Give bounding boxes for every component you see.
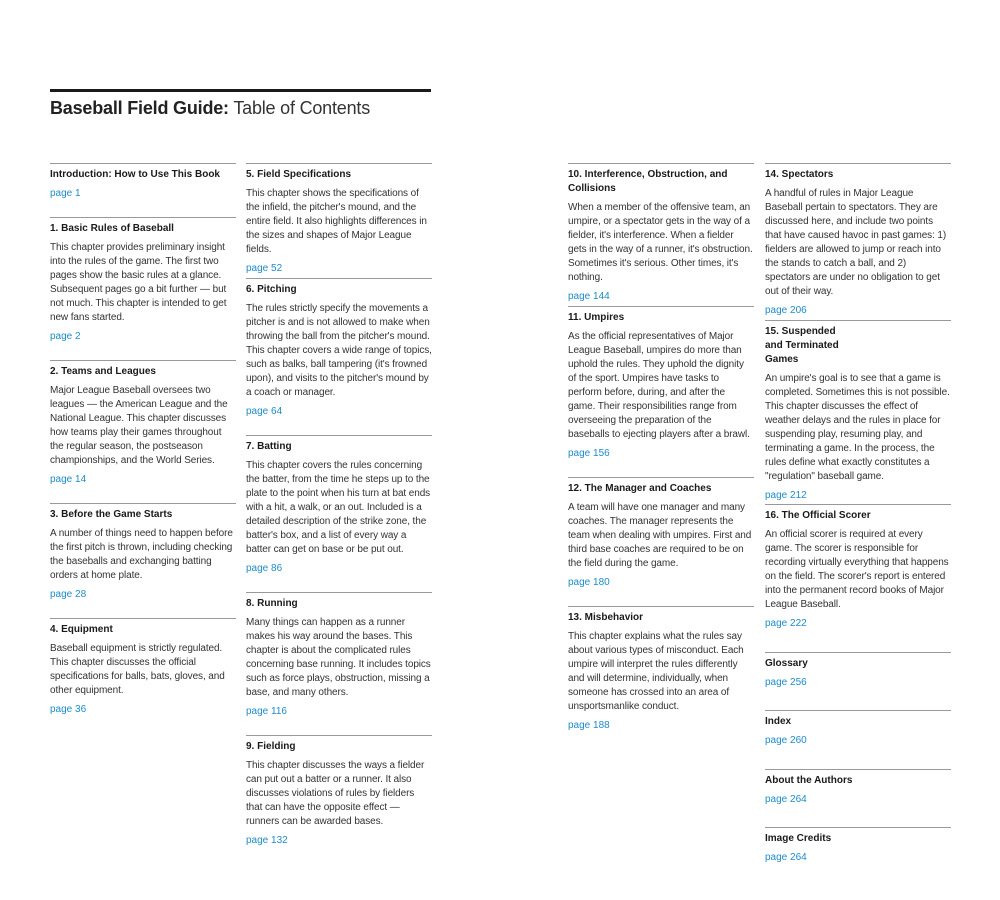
toc-entry bbox=[50, 163, 236, 201]
page-title bbox=[50, 98, 370, 119]
toc-entry bbox=[246, 163, 432, 276]
page-link[interactable]: page 86 bbox=[246, 563, 283, 574]
toc-entry bbox=[246, 278, 432, 419]
toc-entry bbox=[765, 710, 951, 748]
toc-heading: 11. Umpires bbox=[568, 312, 625, 323]
page-link[interactable]: page 1 bbox=[50, 188, 81, 199]
page-link[interactable]: page 64 bbox=[246, 406, 283, 417]
toc-heading: 9. Fielding bbox=[246, 741, 296, 752]
page-link[interactable]: page 2 bbox=[50, 331, 81, 342]
toc-description: Baseball equipment is strictly regulated. This chapter discusses the official specifications for balls, bats, gloves, and other equipment. bbox=[50, 643, 225, 696]
page-link[interactable]: page 180 bbox=[568, 577, 610, 588]
toc-entry bbox=[50, 618, 236, 717]
toc-description: This chapter covers the rules concerning the batter, from the time he steps up to the plate to the point when his turn at bat ends with a hit, a walk, or an out. Included is a detailed description of the strike zone, the batter's box, and a list of every way a batter can get on base or be put out. bbox=[246, 460, 431, 555]
toc-entry bbox=[765, 163, 951, 318]
page-link[interactable]: page 36 bbox=[50, 704, 87, 715]
toc-entry bbox=[246, 435, 432, 576]
toc-entry bbox=[568, 477, 754, 590]
toc-heading: 12. The Manager and Coaches bbox=[568, 483, 712, 494]
toc-heading: 7. Batting bbox=[246, 441, 292, 452]
toc-description: A handful of rules in Major League Baseball pertain to spectators. They are discussed here, and include two points that have caused havoc in past games: 1) fielders are allowed to jump or reach into the stands to catch a ball, and 2) spectators are under no obligation to get out of their way. bbox=[765, 188, 947, 297]
page-link[interactable]: page 144 bbox=[568, 291, 610, 302]
page-link[interactable]: page 264 bbox=[765, 794, 807, 805]
toc-entry bbox=[246, 735, 432, 848]
toc-entry bbox=[765, 504, 951, 631]
toc-entry bbox=[765, 320, 951, 503]
page-link[interactable]: page 206 bbox=[765, 305, 807, 316]
toc-heading: 13. Misbehavior bbox=[568, 612, 644, 623]
toc-description: This chapter shows the specifications of the infield, the pitcher's mound, and the entire field. It also highlights differences in the sizes and shapes of Major League fields. bbox=[246, 188, 427, 255]
toc-heading: 16. The Official Scorer bbox=[765, 510, 871, 521]
toc-heading: 3. Before the Game Starts bbox=[50, 509, 173, 520]
title-bold: Baseball Field Guide: bbox=[50, 98, 229, 118]
page-link[interactable]: page 212 bbox=[765, 490, 807, 501]
page-link[interactable]: page 264 bbox=[765, 852, 807, 863]
toc-entry bbox=[765, 652, 951, 690]
title-rule bbox=[50, 89, 431, 92]
toc-description: Many things can happen as a runner makes his way around the bases. This chapter is about the complicated rules concerning base running. It includes topics such as force plays, obstruction, missing a base, and many others. bbox=[246, 617, 431, 698]
toc-description: This chapter explains what the rules say about various types of misconduct. Each umpire will interpret the rules differently and will determine, individually, when someone has crossed into an area of unsportsmanlike conduct. bbox=[568, 631, 744, 712]
toc-entry bbox=[568, 606, 754, 733]
toc-heading: 15. Suspended and Terminated Games bbox=[765, 326, 839, 365]
toc-heading: Introduction: How to Use This Book bbox=[50, 169, 220, 180]
toc-heading: 8. Running bbox=[246, 598, 298, 609]
page-link[interactable]: page 28 bbox=[50, 589, 87, 600]
page-link[interactable]: page 116 bbox=[246, 706, 287, 717]
toc-heading: 4. Equipment bbox=[50, 624, 113, 635]
toc-description: The rules strictly specify the movements a pitcher is and is not allowed to make when throwing the ball from the pitcher's mound. This chapter covers a wide range of topics, such as balks, ball tampering (it's frowned upon), and visits to the pitcher's mound by a coach or manager. bbox=[246, 303, 432, 398]
toc-description: A number of things need to happen before the first pitch is thrown, including checking the baseballs and exchanging batting orders at home plate. bbox=[50, 528, 233, 581]
page-link[interactable]: page 156 bbox=[568, 448, 610, 459]
toc-heading: 2. Teams and Leagues bbox=[50, 366, 156, 377]
toc-description: A team will have one manager and many coaches. The manager represents the team when dealing with umpires. First and third base coaches are required to be on the field during the game. bbox=[568, 502, 752, 569]
toc-description: Major League Baseball oversees two leagues — the American League and the National League. This chapter discusses how teams play their games throughout the regular season, the postseason championships, and the World Series. bbox=[50, 385, 228, 466]
toc-description: An official scorer is required at every game. The scorer is responsible for recording virtually everything that happens on the field. The scorer's report is entered into the permanent record books of Major League Baseball. bbox=[765, 529, 949, 610]
toc-entry bbox=[50, 217, 236, 344]
toc-entry bbox=[50, 503, 236, 602]
toc-entry bbox=[246, 592, 432, 719]
page-link[interactable]: page 52 bbox=[246, 263, 283, 274]
toc-entry bbox=[50, 360, 236, 487]
toc-heading: Image Credits bbox=[765, 833, 832, 844]
page-link[interactable]: page 14 bbox=[50, 474, 87, 485]
page-link[interactable]: page 188 bbox=[568, 720, 610, 731]
toc-heading: Index bbox=[765, 716, 792, 727]
toc-heading: 5. Field Specifications bbox=[246, 169, 352, 180]
toc-heading: 14. Spectators bbox=[765, 169, 834, 180]
toc-entry bbox=[765, 827, 951, 865]
toc-description: An umpire's goal is to see that a game is completed. Sometimes this is not possible. This chapter discusses the effect of weather delays and the rules in place for suspending play, resuming play, and terminating a game. In the process, the rules define what exactly constitutes a "regulation" baseball game. bbox=[765, 373, 950, 482]
toc-description: When a member of the offensive team, an umpire, or a spectator gets in the way of a fielder, it's interference. When a fielder gets in the way of a runner, it's obstruction. Sometimes it's serious. Other times, it's nothing. bbox=[568, 202, 753, 283]
title-light: Table of Contents bbox=[233, 98, 371, 118]
toc-heading: 1. Basic Rules of Baseball bbox=[50, 223, 174, 234]
toc-entry bbox=[568, 306, 754, 461]
toc-heading: Glossary bbox=[765, 658, 808, 669]
toc-description: This chapter discusses the ways a fielder can put out a batter or a runner. It also discusses violations of rules by fielders that can have the opposite effect — runners can be awarded bases. bbox=[246, 760, 425, 827]
toc-heading: About the Authors bbox=[765, 775, 853, 786]
toc-heading: 6. Pitching bbox=[246, 284, 297, 295]
toc-heading: 10. Interference, Obstruction, and Collisions bbox=[568, 169, 728, 194]
toc-entry bbox=[765, 769, 951, 807]
page-link[interactable]: page 256 bbox=[765, 677, 807, 688]
page-link[interactable]: page 132 bbox=[246, 835, 288, 846]
toc-entry bbox=[568, 163, 754, 304]
page-link[interactable]: page 222 bbox=[765, 618, 807, 629]
toc-description: As the official representatives of Major League Baseball, umpires do more than uphold the rules. They uphold the dignity of the sport. Umpires have tasks to perform before, during, and after the game. Their responsibilities range from overseeing the preparation of the baseballs to ejecting players after a brawl. bbox=[568, 331, 750, 440]
toc-description: This chapter provides preliminary insight into the rules of the game. The first two pages show the basic rules at a glance. Subsequent pages go a bit further — but not much. This chapter is intended to get new fans started. bbox=[50, 242, 227, 323]
page-link[interactable]: page 260 bbox=[765, 735, 807, 746]
